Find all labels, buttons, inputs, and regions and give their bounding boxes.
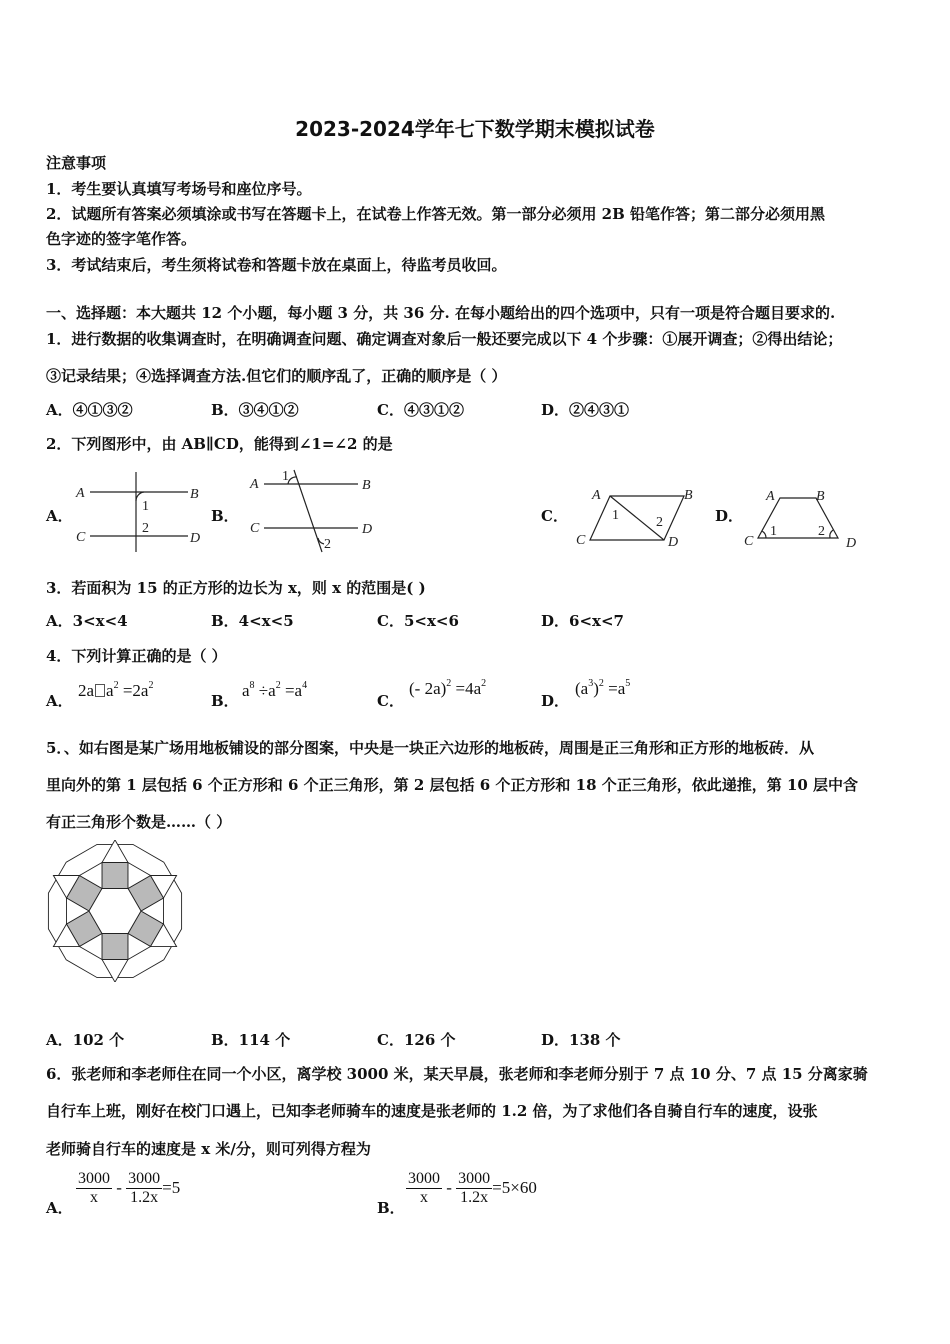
q2-option-a-letter: A． (46, 507, 73, 525)
q5-stem-line3: 有正三角形个数是……（ ） (46, 813, 232, 831)
q5-stem-line1: 5．、如右图是某广场用地板铺设的部分图案，中央是一块正六边形的地板砖，周围是正三角形和正方形的地板砖．从 (46, 739, 814, 757)
q6-stem-line1: 6．张老师和李老师住在同一个小区，离学校 3000 米，某天早晨，张老师和李老师分别于 7 点 10 分、7 点 15 分离家骑 (46, 1065, 868, 1083)
tile-square (102, 934, 128, 960)
q5-option-b: B．114 个 (211, 1031, 291, 1049)
q2-option-c-letter: C． (541, 507, 568, 525)
fraction: $\frac{3000}{1.2x}$ (128, 1170, 161, 1206)
angle-1-label: 1 (612, 508, 619, 523)
notice-item: 3．考试结束后，考生须将试卷和答题卡放在桌面上，待监考员收回。 (46, 256, 507, 274)
label-d: D (190, 531, 201, 546)
q3-option-d: D．6<x<7 (541, 612, 624, 630)
label-a: A (766, 489, 775, 504)
q4-option-d-letter: D． (541, 692, 570, 710)
angle-1-label: 1 (282, 469, 289, 484)
angle-1-label: 1 (142, 499, 149, 514)
q6-stem-line3: 老师骑自行车的速度是 x 米/分，则可列得方程为 (46, 1140, 371, 1158)
q1-option-c: C．④③①② (377, 401, 464, 419)
q3-option-a: A．3<x<4 (46, 612, 128, 630)
label-b: B (684, 488, 693, 503)
angle-2-label: 2 (818, 524, 825, 539)
angle-1-label: 1 (770, 524, 777, 539)
q6-stem-line2: 自行车上班，刚好在校门口遇上，已知李老师骑车的速度是张老师的 1.2 倍，为了求他们各自骑自行车的速度，设张 (46, 1102, 818, 1120)
tile-square (102, 863, 128, 889)
q5-stem-line2: 里向外的第 1 层包括 6 个正方形和 6 个正三角形，第 2 层包括 6 个正方形和 18 个正三角形，依此递推，第 10 层中含 (46, 776, 859, 794)
label-d: D (362, 522, 373, 537)
section-heading: 一、选择题：本大题共 12 个小题，每小题 3 分，共 36 分. 在每小题给出的四个选项中，只有一项是符合题目要求的. (46, 304, 836, 322)
label-c: C (744, 534, 754, 549)
angle-2-label: 2 (142, 521, 149, 536)
label-a: A (592, 488, 601, 503)
notice-heading: 注意事项 (46, 154, 107, 172)
fraction: $\frac{3000}{x}$ (78, 1170, 110, 1206)
q5-option-a: A．102 个 (46, 1031, 125, 1049)
label-b: B (362, 478, 371, 493)
fraction: $\frac{3000}{x}$ (408, 1170, 440, 1206)
q2-figure-a (70, 468, 210, 558)
q4-expression-d: $(a^3)^2 =a^5$ (575, 678, 631, 698)
q4-expression-b: $a^8 \div a^2 =a^4$ (242, 680, 308, 700)
q4-option-a-letter: A． (46, 692, 73, 710)
angle-2-label: 2 (656, 515, 663, 530)
q1-stem-line2: ③记录结果；④选择调查方法.但它们的顺序乱了，正确的顺序是（ ） (46, 367, 507, 385)
q6-option-b-letter: B． (377, 1199, 405, 1217)
q4-stem: 4．下列计算正确的是（ ） (46, 647, 227, 665)
label-b: B (816, 489, 825, 504)
label-c: C (76, 530, 86, 545)
notice-item: 2．试题所有答案必须填涂或书写在答题卡上，在试卷上作答无效。第一部分必须用 2B 铅笔作答；第二部分必须用黑 (46, 205, 826, 223)
q5-option-d: D．138 个 (541, 1031, 621, 1049)
q4-expression-c: (- $2a)^2 =4a^2$ (409, 678, 487, 698)
q1-option-a: A．④①③② (46, 401, 133, 419)
label-c: C (250, 521, 260, 536)
q3-option-c: C．5<x<6 (377, 612, 459, 630)
q1-option-d: D．②④③① (541, 401, 630, 419)
notice-item: 色字迹的签字笔作答。 (46, 230, 197, 248)
q2-option-d-letter: D． (715, 507, 744, 525)
q6-equation-a: $\frac{3000}{x}$ - $\frac{3000}{1.2x}$ =5 (78, 1170, 181, 1206)
q6-option-a-letter: A． (46, 1199, 73, 1217)
q2-stem: 2．下列图形中，由 AB∥CD，能得到∠1=∠2 的是 (46, 435, 393, 453)
label-a: A (250, 477, 259, 492)
angle-2-label: 2 (324, 537, 331, 552)
q1-stem-line1: 1．进行数据的收集调查时，在明确调查问题、确定调查对象后一般还要完成以下 4 个步骤：①展开调查；②得出结论； (46, 330, 843, 348)
q1-option-b: B．③④①② (211, 401, 299, 419)
q4-option-c-letter: C． (377, 692, 404, 710)
label-a: A (76, 486, 85, 501)
q2-figure-d (742, 484, 872, 554)
q2-figure-c (572, 484, 702, 554)
q2-option-b-letter: B． (211, 507, 239, 525)
q4-option-b-letter: B． (211, 692, 239, 710)
q4-expression-a: 2a $a^2 =2a^2$ (78, 680, 154, 700)
tiling-figure (44, 840, 186, 982)
page-title: 2023-2024学年七下数学期末模拟试卷 (295, 117, 655, 141)
label-b: B (190, 487, 199, 502)
label-c: C (576, 533, 586, 548)
q2-figure-b (246, 466, 386, 556)
q6-equation-b: $\frac{3000}{x}$ - $\frac{3000}{1.2x}$ =5×60 (408, 1170, 537, 1206)
q3-option-b: B．4<x<5 (211, 612, 294, 630)
q5-option-c: C．126 个 (377, 1031, 456, 1049)
q3-stem: 3．若面积为 15 的正方形的边长为 x，则 x 的范围是( ) (46, 579, 426, 597)
label-d: D (668, 535, 679, 550)
label-d: D (846, 536, 857, 551)
fraction: $\frac{3000}{1.2x}$ (458, 1170, 491, 1206)
notice-item: 1．考生要认真填写考场号和座位序号。 (46, 180, 312, 198)
